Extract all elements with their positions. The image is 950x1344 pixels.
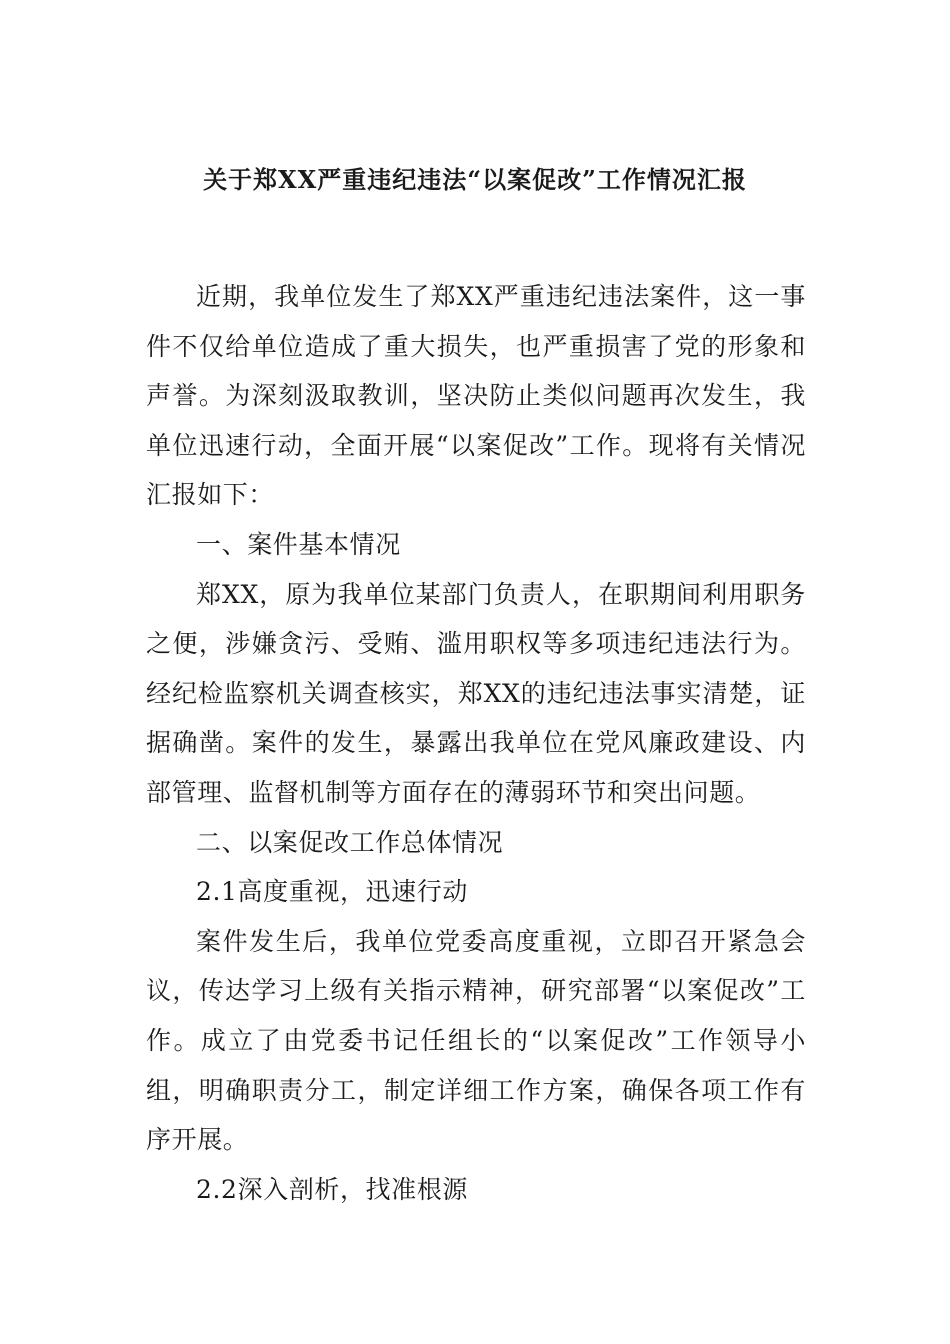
subsection-heading-2-1: 2.1高度重视，迅速行动 xyxy=(196,877,468,907)
subsection-2-1-paragraph: 案件发生后，我单位党委高度重视，立即召开紧急会议，传达学习上级有关指示精神，研究部署“以案促改”工作。成立了由党委书记任组长的“以案促改”工作领导小组，明确职责分工，制定详细工作方案，确保各项工作有序开展。 xyxy=(146,926,806,1155)
intro-paragraph: 近期，我单位发生了郑XX严重违纪违法案件，这一事件不仅给单位造成了重大损失，也严重损害了党的形象和声誉。为深刻汲取教训，坚决防止类似问题再次发生，我单位迅速行动，全面开展“以案促改”工作。现将有关情况汇报如下： xyxy=(146,282,806,510)
section-heading-1: 一、案件基本情况 xyxy=(196,529,401,559)
section-heading-2: 二、以案促改工作总体情况 xyxy=(196,827,504,857)
section-1-paragraph: 郑XX，原为我单位某部门负责人，在职期间利用职务之便，涉嫌贪污、受贿、滥用职权等多项违纪违法行为。经纪检监察机关调查核实，郑XX的违纪违法事实清楚，证据确凿。案件的发生，暴露出我单位在党风廉政建设、内部管理、监督机制等方面存在的薄弱环节和突出问题。 xyxy=(146,579,806,807)
subsection-heading-2-2: 2.2深入剖析，找准根源 xyxy=(196,1174,468,1204)
document-body xyxy=(146,272,806,1214)
document-title: 关于郑XX严重违纪违法“以案促改”工作情况汇报 xyxy=(203,165,747,194)
